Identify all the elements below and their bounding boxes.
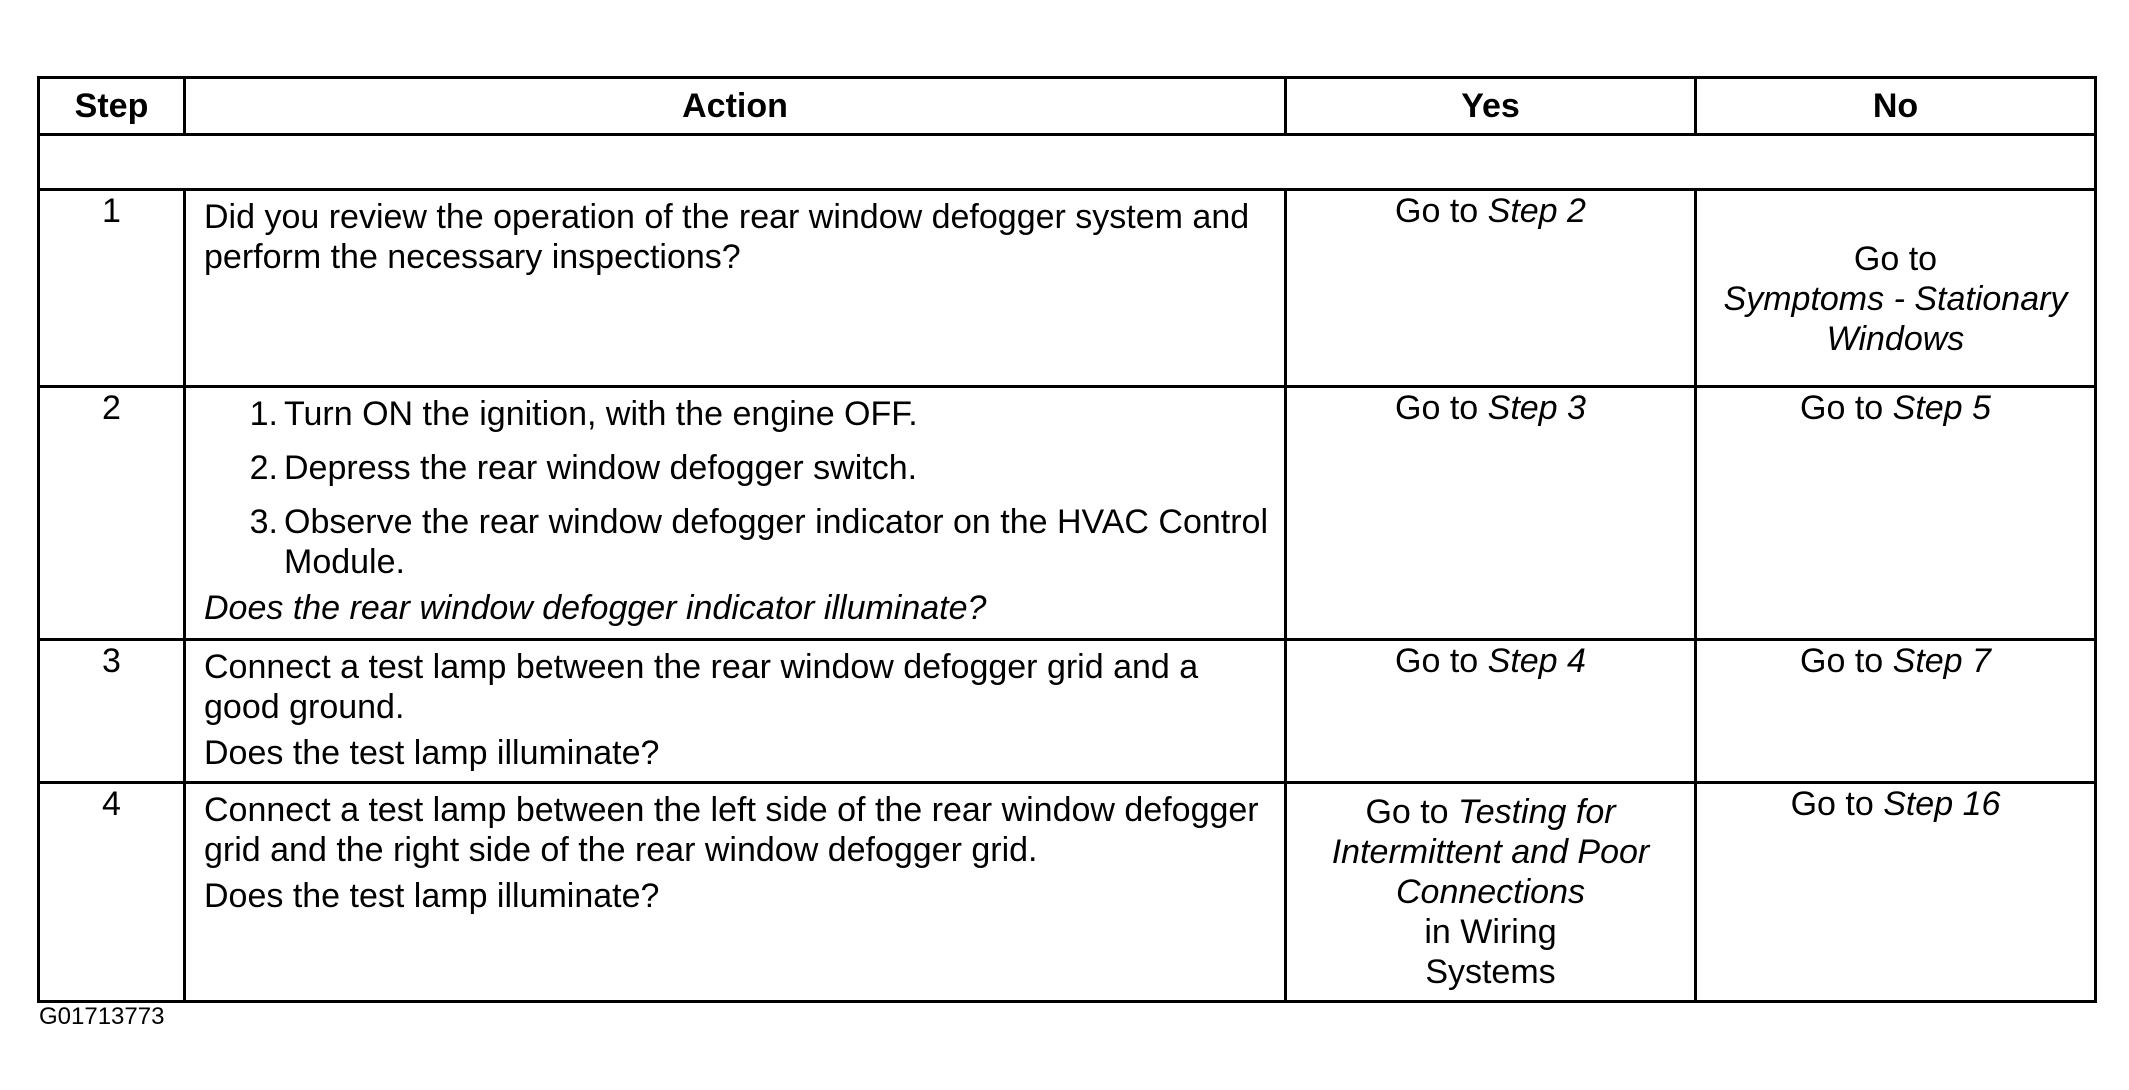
no-prefix: Go to [1800, 642, 1893, 680]
header-yes: Yes [1286, 78, 1696, 135]
table-row [39, 387, 2096, 640]
yes-prefix: Go to [1395, 642, 1488, 680]
no-link[interactable]: Step 7 [1892, 642, 1991, 680]
header-no: No [1696, 78, 2096, 135]
substep-item [249, 502, 1270, 582]
header-row [39, 78, 2096, 135]
no-prefix: Go to [1853, 240, 1938, 278]
substep-item [249, 394, 1270, 434]
table-row [39, 783, 2096, 1002]
table-row [39, 640, 2096, 783]
action-question: Does the test lamp illuminate? [204, 734, 660, 772]
yes-cell [1286, 640, 1696, 783]
diagnostic-table [37, 76, 2097, 1003]
header-action: Action [185, 78, 1286, 135]
table-row [39, 190, 2096, 387]
no-link[interactable]: Symptoms - Stationary Windows [1723, 280, 2068, 358]
substep-text: Turn ON the ignition, with the engine OFF. [284, 395, 918, 433]
action-cell [185, 640, 1286, 783]
action-text: Connect a test lamp between the left side of the rear window defogger grid and the right side of the rear window defogger grid. [204, 791, 1259, 869]
substep-item [249, 448, 1270, 488]
figure-id: G01713773 [39, 1003, 165, 1030]
action-text: Connect a test lamp between the rear window defogger grid and a good ground. [204, 648, 1199, 726]
substep-number: 3. [249, 503, 278, 541]
yes-link[interactable]: Step 2 [1487, 192, 1586, 230]
step-number: 4 [39, 783, 185, 1002]
yes-cell [1286, 783, 1696, 1002]
yes-prefix: Go to [1395, 192, 1488, 230]
step-number: 3 [39, 640, 185, 783]
action-cell [185, 387, 1286, 640]
action-cell [185, 190, 1286, 387]
action-cell [185, 783, 1286, 1002]
action-question: Does the test lamp illuminate? [204, 877, 660, 915]
step-number: 1 [39, 190, 185, 387]
step-number: 2 [39, 387, 185, 640]
action-text: Did you review the operation of the rear window defogger system and perform the necessary inspections? [204, 198, 1250, 276]
yes-link[interactable]: Step 4 [1487, 642, 1586, 680]
header-step: Step [39, 78, 185, 135]
substep-number: 2. [249, 449, 278, 487]
substep-list [204, 394, 1270, 582]
yes-link[interactable]: Testing for Intermittent and Poor Connections [1331, 793, 1650, 911]
yes-link[interactable]: Step 3 [1487, 389, 1586, 427]
no-prefix: Go to [1790, 785, 1884, 823]
no-prefix: Go to [1800, 389, 1893, 427]
substep-number: 1. [249, 395, 278, 433]
no-cell [1696, 783, 2096, 1002]
yes-cell [1286, 387, 1696, 640]
yes-suffix: in Wiring Systems [1424, 913, 1557, 991]
no-link[interactable]: Step 5 [1892, 389, 1991, 427]
yes-cell [1286, 190, 1696, 387]
action-question: Does the rear window defogger indicator illuminate? [204, 589, 987, 627]
no-link[interactable]: Step 16 [1883, 785, 2001, 823]
substep-text: Depress the rear window defogger switch. [284, 449, 918, 487]
substep-text: Observe the rear window defogger indicator on the HVAC Control Module. [284, 503, 1268, 581]
no-cell [1696, 640, 2096, 783]
yes-prefix: Go to [1365, 793, 1459, 831]
blank-cell [39, 135, 2096, 190]
no-cell [1696, 387, 2096, 640]
yes-prefix: Go to [1395, 389, 1488, 427]
no-cell [1696, 190, 2096, 387]
blank-row [39, 135, 2096, 190]
